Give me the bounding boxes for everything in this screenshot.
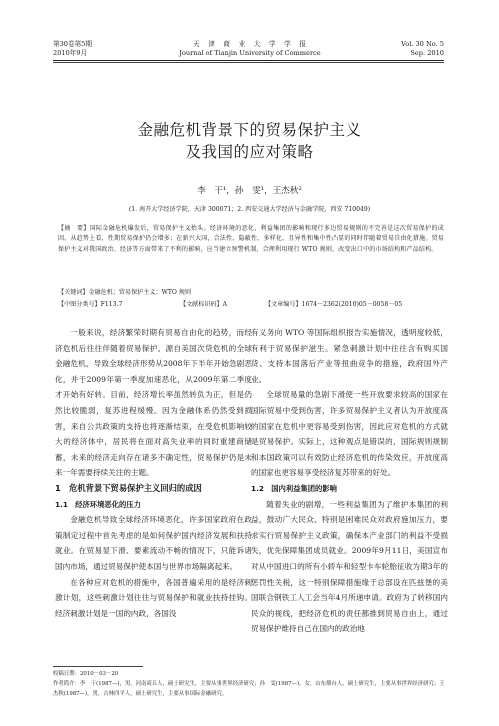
header-rule-thin bbox=[53, 62, 444, 63]
journal-volume-en: Vol. 30 No. 5 bbox=[401, 40, 444, 48]
article-number: 【文章编号】1674－2362(2010)05－0058－05 bbox=[265, 301, 403, 308]
footnotes bbox=[53, 669, 445, 700]
keywords: 【关键词】金融危机；贸易保护主义；WTO 规则 bbox=[58, 289, 192, 296]
abstract: 【摘 要】国际金融危机爆发后，贸易保护主义抬头。经济环境的恶化，利益集团的影响和现行多边贸易规则的不完善是这次贸易保护的成因。从趋势上看，性期贸易保护仍会增多；在新兴大国，合法性、隐蔽性、多样化、且异性和集中性凸显的同时伴随着贸易自由化措施。贸易保护主义对我国政治、经济等方面带来了不利的影响，应当建立预警机制，合理利用现行 WTO 规则，改变出口中的市场结构和产品结构。 bbox=[58, 225, 444, 253]
journal-volume-issue: 第30卷第5期 bbox=[53, 40, 92, 48]
section-1-1-heading: 1.1 经济环境恶化的压力 bbox=[55, 499, 141, 509]
right-column bbox=[251, 325, 448, 637]
right-paragraph-1: 有义务向 WTO 等国际组织报告实施情况，透明度较低，有利于贸易保护滋生。紧急刺激计划中往往含有购买国货、支持本国落后产业等扭曲竞争的措施，政府国外产业。 bbox=[251, 328, 448, 384]
paper-authors: 李 干¹，孙 雯¹，王杰秋² bbox=[197, 186, 302, 196]
paper-affiliation: (1. 南开大学经济学院，天津 300071；2. 西安交通大学经济与金融学院，西安 710049) bbox=[128, 206, 371, 213]
section-1-2-heading: 1.2 国内利益集团的影响 bbox=[251, 483, 337, 493]
journal-name-cn: 天 津 商 业 大 学 学 报 bbox=[193, 40, 307, 48]
document-code: 【文献标识码】A bbox=[180, 301, 228, 308]
paper-title-line1: 金融危机背景下的贸易保护主义 bbox=[137, 121, 362, 139]
footnote-rule bbox=[53, 666, 143, 667]
classification-number: 【中图分类号】F113.7 bbox=[58, 301, 123, 308]
left-column bbox=[55, 325, 252, 621]
right-paragraph-3: 随着失业的剧增，一些利益集团为了维护本集团的利益，鼓动广大民众、特别是困难民众对政府施加压力，要求实行贸易保护主义政策，确保本产业部门的利益不受损失，优先保障集团成员就业。2009年9月11日，美国宣布对从中国进口的所有小轿车和轻型卡车轮胎征收为期3年的惩罚性关税，这一特别保障措施缘于总部设在匹兹堡的美国联合钢铁工人工会当年4月所递申请。政府为了转移国内民众的视线，把经济危机的责任都推到贸易自由上，通过贸易保护维持自己在国内的政治地 bbox=[251, 499, 448, 634]
author-bio: 作者简介：李 干(1987—)，男，河南商丘人，硕士研究生，主要从事世界经济研究；孙 雯(1987—)，女，山东烟台人，硕士研究生，主要从事世界经济研究；王杰秋(1987—)，男，吉林四平人，硕士研究生，主要从事国际金融研究。 bbox=[53, 681, 445, 698]
left-paragraph-2: 金融危机导致全球经济环境恶化，许多国家政府在政策制定过程中首先考虑的是如何保护国内经济发展和扶持就业。在贸易显下滑、要素流动不畅的情况下，只能诉诸国内市场，通过贸易保护使本国与世界市场隔离起来。 bbox=[55, 515, 252, 571]
left-paragraph-3: 在各种应对危机的措施中，各国普遍采用的是经济刺激计划，这些刺激计划往往与贸易保护和就业扶持挂钩。经济刺激计划是一国的内政，各国没 bbox=[55, 577, 252, 618]
journal-name-en: Journal of Tianjin University of Commerce bbox=[179, 49, 321, 57]
journal-date: 2010年9月 bbox=[53, 49, 88, 57]
right-paragraph-2: 全球贸易量的急剧下滑使一些开放要求较高的国家在国际贸易中受到伤害，许多贸易保护主义者认为开放度高的国家在危机中更容易受到伤害，因此应对危机的方式就是贸易保护。实际上，这种观点是错误的，国际规则规制和本国政策可以有效防止经济危机的传染效应，开放度高的国家也更容易享受经济复苏带来的好处。 bbox=[251, 390, 448, 478]
journal-date-en: Sep. 2010 bbox=[410, 49, 444, 57]
section-1-heading: 1 危机背景下贸易保护主义回归的成因 bbox=[55, 482, 202, 493]
left-paragraph-1: 一般来说，经济繁荣时期有贸易自由化的趋势，而经济危机后往往伴随着贸易保护。源自美国次贷危机的全球金融危机，导致全球经济形势从2008年下半年开始急剧恶化，并于2009年第一季度加速恶化，从2009年第二季度才开始有好转。目前，经济增长率虽然转负为正，但是仍然比较脆弱，复苏进程缓慢。因为金融体系仍然受到损害，来自公共政策的支持也将逐渐结束，在受危机影响较大的经济体中，居民将在面对高失业率的同时重建商储蓄，未来的经济走向存在诸多不确定性，贸易保护仍是未来一年需要持续关注的主题。 bbox=[55, 328, 252, 478]
header-rule bbox=[53, 60, 444, 61]
paper-title-line2: 及我国的应对策略 bbox=[185, 143, 314, 161]
received-date: 收稿日期：2010－03－20 bbox=[53, 671, 119, 677]
